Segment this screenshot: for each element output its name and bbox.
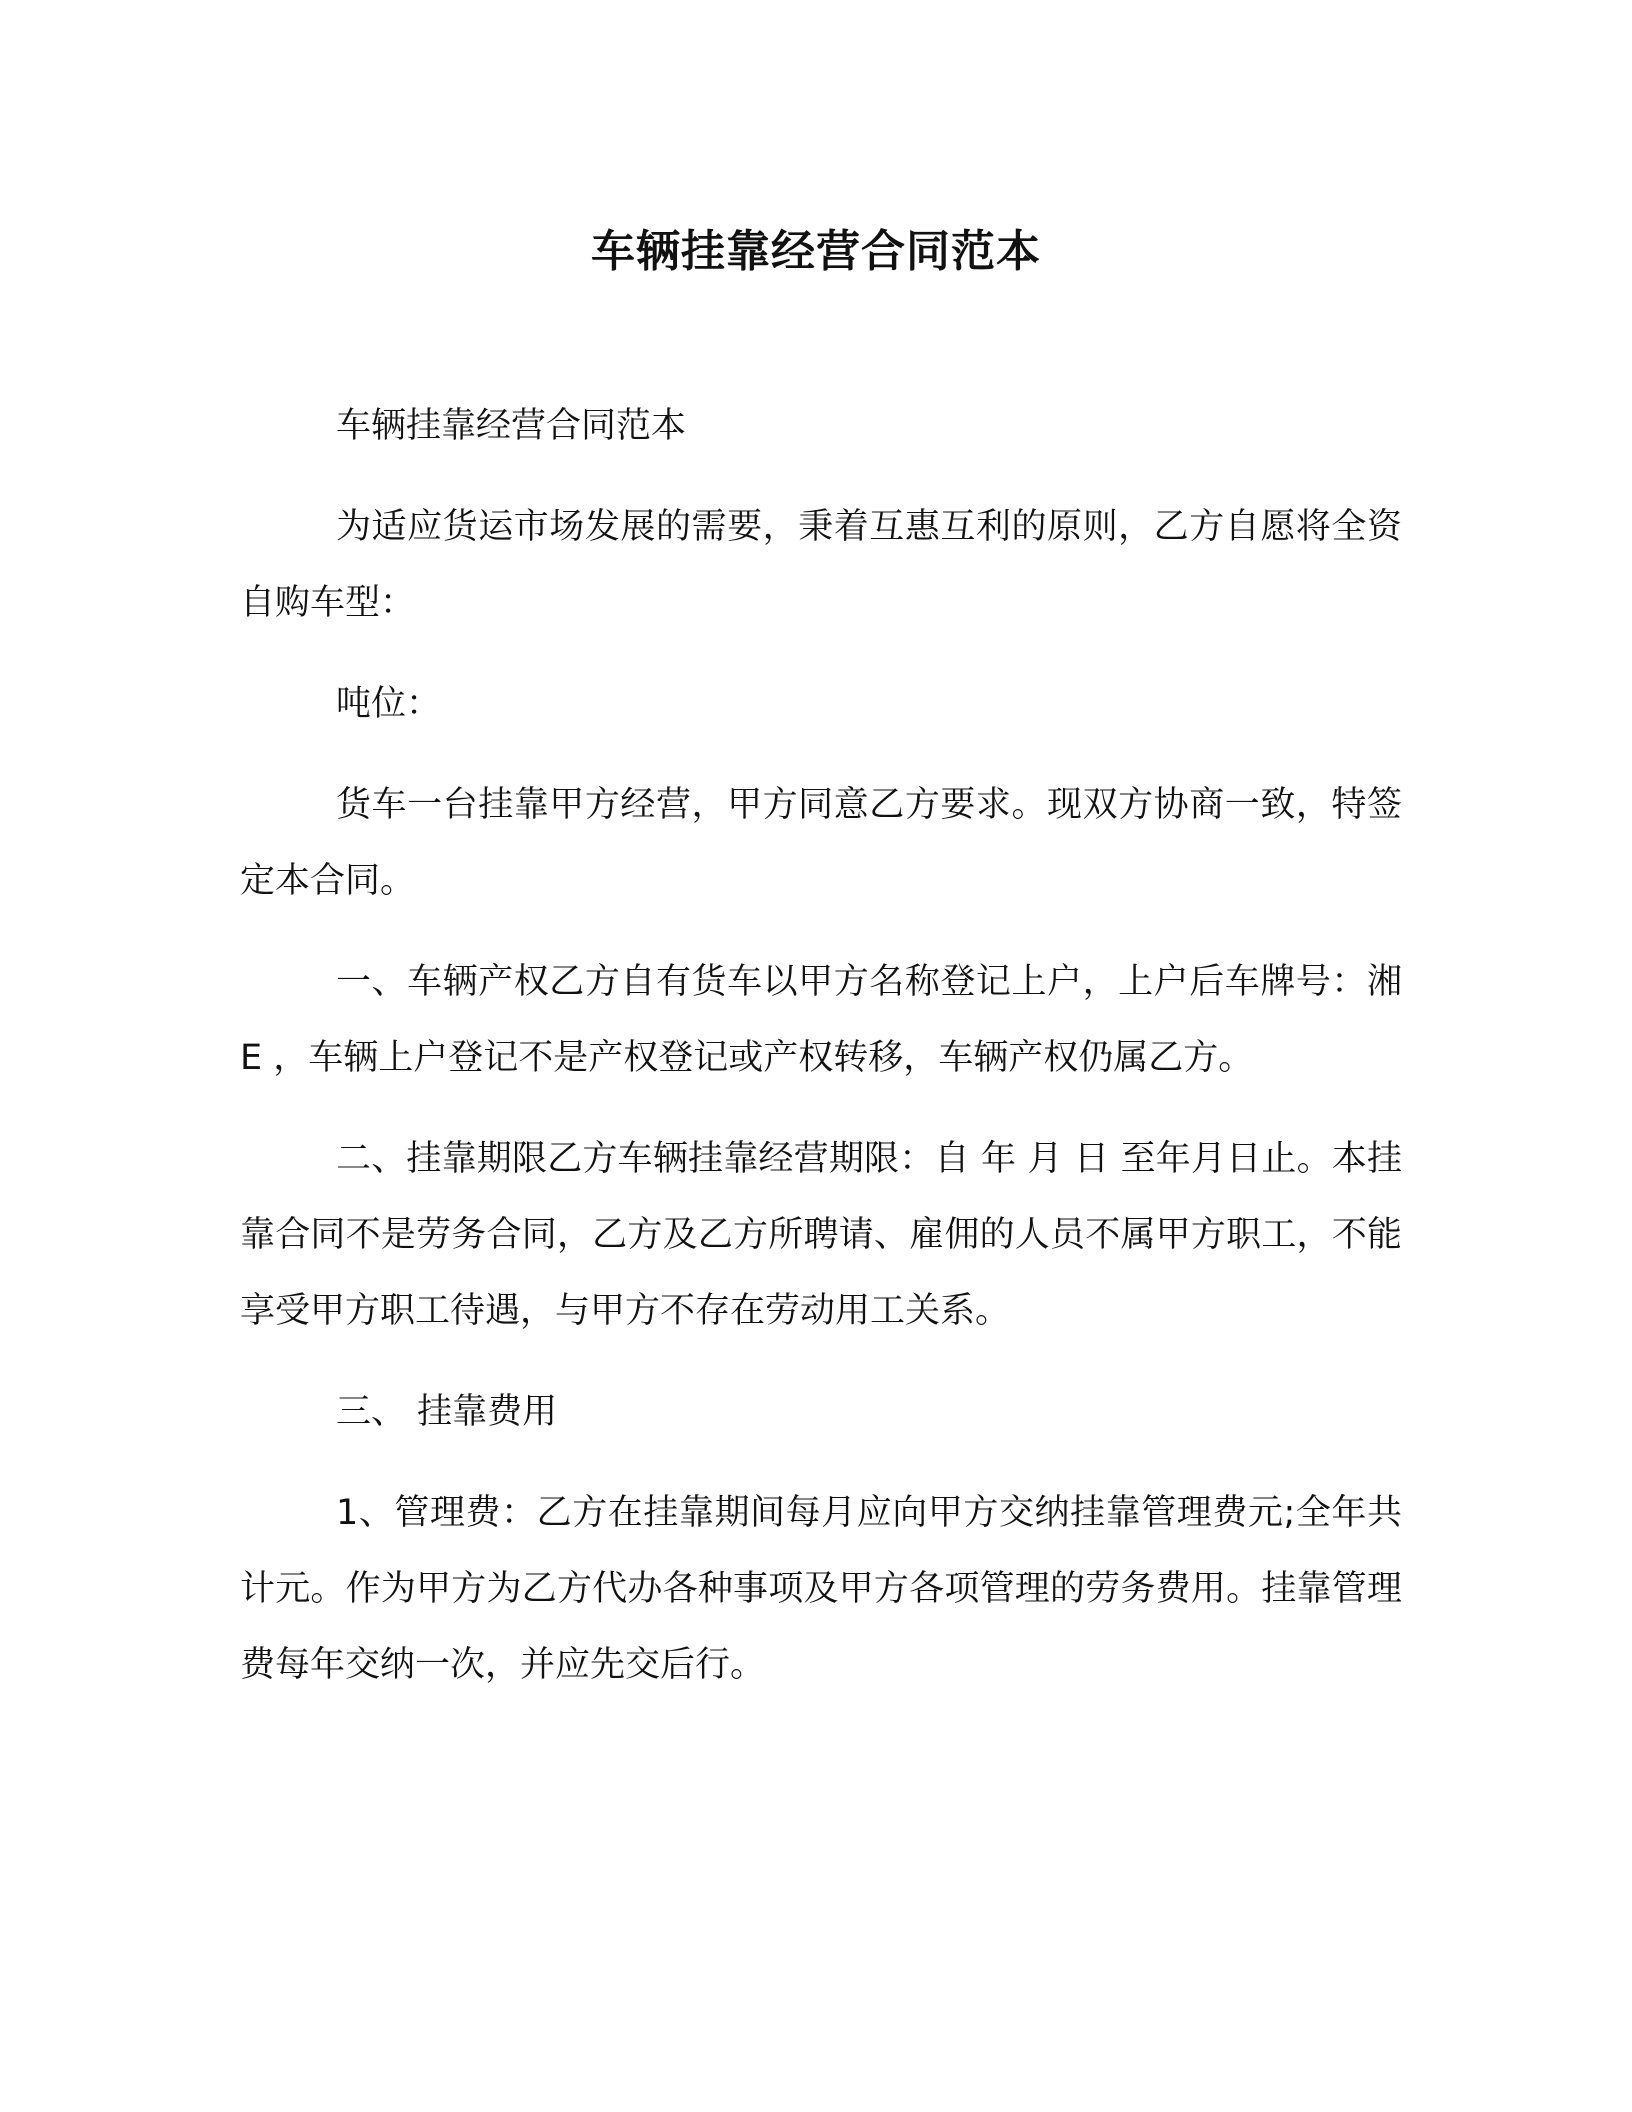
paragraph-section-3-heading: 三、 挂靠费用 bbox=[336, 1392, 558, 1432]
paragraph-tonnage: 吨位： bbox=[336, 684, 442, 724]
paragraph-agreement: 货车一台挂靠甲方经营，甲方同意乙方要求。现双方协商一致，特签定本合同。 bbox=[240, 785, 1402, 901]
paragraph-section-2-term: 二、挂靠期限乙方车辆挂靠经营期限：自 年 月 日 至年月日止。本挂靠合同不是劳务合同，乙方及乙方所聘请、雇佣的人员不属甲方职工，不能享受甲方职工待遇，与甲方不存在劳动用工关系。 bbox=[240, 1139, 1402, 1331]
paragraph-intro: 为适应货运市场发展的需要，秉着互惠互利的原则，乙方自愿将全资自购车型： bbox=[240, 507, 1402, 623]
paragraph-section-1-ownership: 一、车辆产权乙方自有货车以甲方名称登记上户，上户后车牌号：湘 E ，车辆上户登记不是产权登记或产权转移，车辆产权仍属乙方。 bbox=[240, 962, 1402, 1078]
document-title: 车辆挂靠经营合同范本 bbox=[591, 226, 1041, 277]
document-body bbox=[240, 388, 1402, 1728]
paragraph-management-fee: 1、管理费：乙方在挂靠期间每月应向甲方交纳挂靠管理费元;全年共计元。作为甲方为乙方代办各种事项及甲方各项管理的劳务费用。挂靠管理费每年交纳一次，并应先交后行。 bbox=[240, 1493, 1402, 1685]
paragraph-subtitle: 车辆挂靠经营合同范本 bbox=[336, 406, 687, 446]
